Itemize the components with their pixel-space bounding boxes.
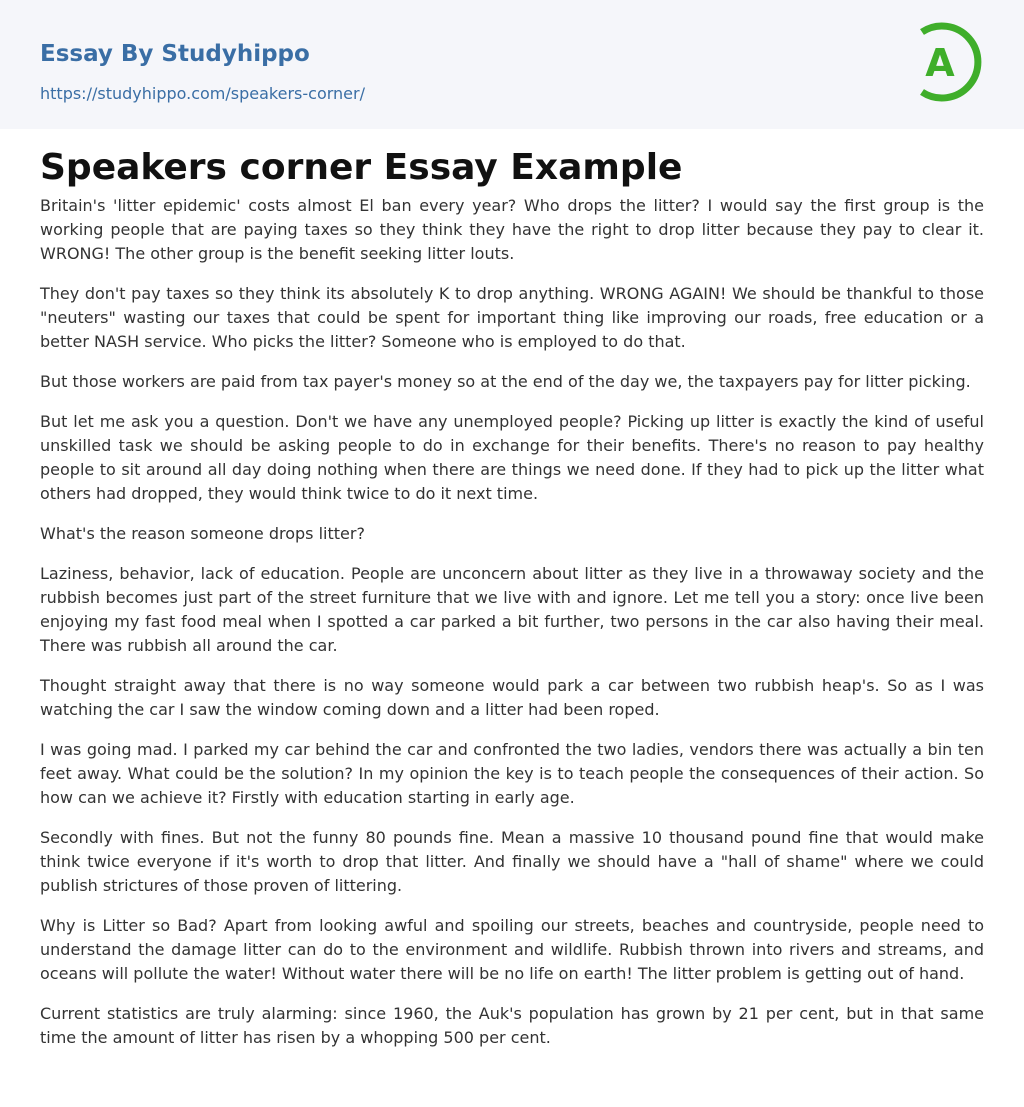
article-title: Speakers corner Essay Example [40, 147, 683, 188]
article-paragraph: Thought straight away that there is no way someone would park a car between two rubbish heap's. So as I was watching the car I saw the window coming down and a litter had been roped. [40, 676, 984, 719]
article-paragraph: What's the reason someone drops litter? [40, 524, 365, 543]
article-paragraph: They don't pay taxes so they think its absolutely K to drop anything. WRONG AGAIN! We should be thankful to those "neuters" wasting our taxes that could be spent for important thing like improving our roads, free education or a better NASH service. Who picks the litter? Someone who is employed to do that. [40, 284, 984, 351]
article-paragraph: Why is Litter so Bad? Apart from looking awful and spoiling our streets, beaches and countryside, people need to understand the damage litter can do to the environment and wildlife. Rubbish thrown into rivers and streams, and oceans will pollute the water! Without water there will be no life on earth! The litter problem is getting out of hand. [40, 916, 984, 983]
article-paragraph: Current statistics are truly alarming: since 1960, the Auk's population has grown by 21 per cent, but in that same time the amount of litter has risen by a whopping 500 per cent. [40, 1004, 984, 1047]
article-body [40, 194, 984, 1066]
source-url-link[interactable]: https://studyhippo.com/speakers-corner/ [40, 84, 365, 103]
article-paragraph: But those workers are paid from tax payer's money so at the end of the day we, the taxpayers pay for litter picking. [40, 372, 971, 391]
studyhippo-logo-icon[interactable] [910, 18, 988, 106]
article-paragraph: Secondly with fines. But not the funny 80 pounds fine. Mean a massive 10 thousand pound fine that would make think twice everyone if it's worth to drop that litter. And finally we should have a "hall of shame" where we could publish strictures of those proven of littering. [40, 828, 984, 895]
article-paragraph: Laziness, behavior, lack of education. People are unconcern about litter as they live in a throwaway society and the rubbish becomes just part of the street furniture that we live with and ignore. Let me tell you a story: once live been enjoying my fast food meal when I spotted a car parked a bit further, two persons in the car also having their meal. There was rubbish all around the car. [40, 564, 984, 655]
site-brand[interactable]: Essay By Studyhippo [40, 41, 310, 67]
article-paragraph: Britain's 'litter epidemic' costs almost El ban every year? Who drops the litter? I would say the first group is the working people that are paying taxes so they think they have the right to drop litter because they pay to clear it. WRONG! The other group is the benefit seeking litter louts. [40, 196, 984, 263]
logo-letter: A [925, 41, 955, 85]
article-paragraph: But let me ask you a question. Don't we have any unemployed people? Picking up litter is exactly the kind of useful unskilled task we should be asking people to do in exchange for their benefits. There's no reason to pay healthy people to sit around all day doing nothing when there are things we need done. If they had to pick up the litter what others had dropped, they would think twice to do it next time. [40, 412, 984, 503]
article-paragraph: I was going mad. I parked my car behind the car and confronted the two ladies, vendors there was actually a bin ten feet away. What could be the solution? In my opinion the key is to teach people the consequences of their action. So how can we achieve it? Firstly with education starting in early age. [40, 740, 984, 807]
